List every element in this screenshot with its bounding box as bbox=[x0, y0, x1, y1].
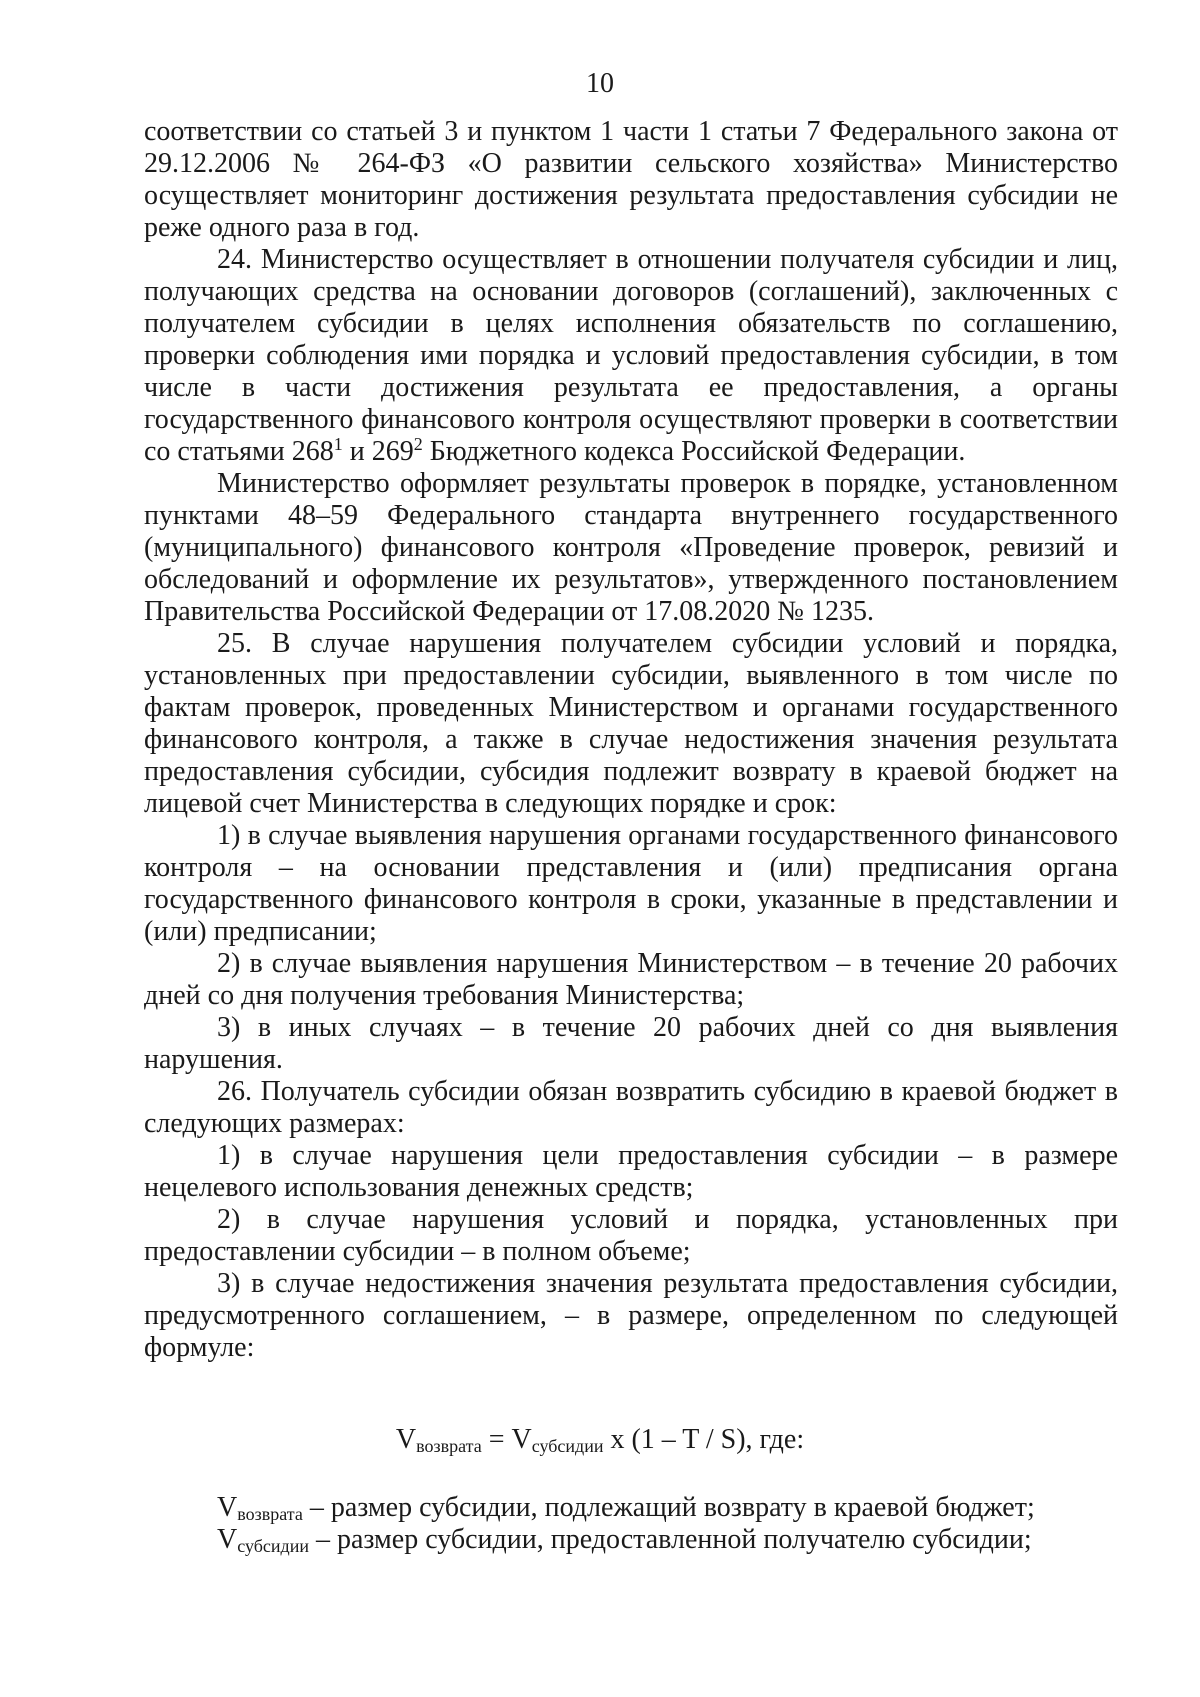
paragraph-24-mid: и 269 bbox=[342, 436, 414, 467]
paragraph-25-item-1: 1) в случае выявления нарушения органами государственного финансового контроля – на основании представления и (или) предписания органа государственного финансового контроля в сроки, указанные в представлении и (или) предписании; bbox=[144, 820, 1118, 947]
paragraph-26-item-1: 1) в случае нарушения цели предоставления субсидии – в размере нецелевого использования денежных средств; bbox=[144, 1140, 1118, 1203]
paragraph-25-item-3: 3) в иных случаях – в течение 20 рабочих дней со дня выявления нарушения. bbox=[144, 1012, 1118, 1075]
document-body bbox=[144, 116, 1118, 1364]
paragraph-25: 25. В случае нарушения получателем субсидии условий и порядка, установленных при предоставлении субсидии, выявленного в том числе по фактам проверок, проведенных Министерством и органами государственного финансового контроля, а также в случае недостижения значения результата предоставления субсидии, субсидия подлежит возврату в краевой бюджет на лицевой счет Министерства в следующих порядке и срок: bbox=[144, 628, 1118, 819]
refund-formula: $V_{возврата} = V_{субсидии}$ x (1 – T / S), где: bbox=[395, 1424, 805, 1456]
superscript-1: 1 bbox=[333, 434, 343, 454]
definition-subsidy: $V_{субсидии}$ – размер субсидии, предоставленной получателю субсидии; bbox=[217, 1524, 1032, 1556]
formula-subscript-refund: возврата bbox=[416, 1436, 482, 1456]
paragraph-24-tail: Бюджетного кодекса Российской Федерации. bbox=[422, 436, 966, 467]
page-number: 10 bbox=[586, 68, 614, 99]
formula-subscript-subsidy: субсидии bbox=[531, 1436, 604, 1456]
paragraph-25-item-2: 2) в случае выявления нарушения Министерством – в течение 20 рабочих дней со дня получения требования Министерства; bbox=[144, 948, 1118, 1011]
paragraph-26-item-3: 3) в случае недостижения значения результата предоставления субсидии, предусмотренного соглашением, – в размере, определенном по следующей формуле: bbox=[144, 1268, 1118, 1363]
paragraph-26-item-2: 2) в случае нарушения условий и порядка, установленных при предоставлении субсидии – в полном объеме; bbox=[144, 1204, 1118, 1267]
definition-refund: $V_{возврата}$ – размер субсидии, подлежащий возврату в краевой бюджет; bbox=[217, 1492, 1035, 1524]
paragraph-26: 26. Получатель субсидии обязан возвратить субсидию в краевой бюджет в следующих размерах: bbox=[144, 1076, 1118, 1139]
paragraph-24 bbox=[144, 244, 1118, 468]
formula-definitions bbox=[144, 1492, 1118, 1556]
superscript-2: 2 bbox=[413, 434, 423, 454]
paragraph-24-text: 24. Министерство осуществляет в отношении получателя субсидии и лиц, получающих средства на основании договоров (соглашений), заключенных с получателем субсидии в целях исполнения обязательств по соглашению, проверки соблюдения ими порядка и условий предоставления субсидии, в том числе в части достижения результата ее предоставления, а органы государственного финансового контроля осуществляют проверки в соответствии со статьями 268 bbox=[144, 244, 1118, 467]
paragraph-ministry-checks: Министерство оформляет результаты проверок в порядке, установленном пунктами 48–59 Федерального стандарта внутреннего государственного (муниципального) финансового контроля «Проведение проверок, ревизий и обследований и оформление их результатов», утвержденного постановлением Правительства Российской Федерации от 17.08.2020 № 1235. bbox=[144, 468, 1118, 627]
paragraph-continuation: соответствии со статьей 3 и пунктом 1 части 1 статьи 7 Федерального закона от 29.12.2006 № 264-ФЗ «О развитии сельского хозяйства» Министерство осуществляет мониторинг достижения результата предоставления субсидии не реже одного раза в год. bbox=[144, 116, 1118, 243]
